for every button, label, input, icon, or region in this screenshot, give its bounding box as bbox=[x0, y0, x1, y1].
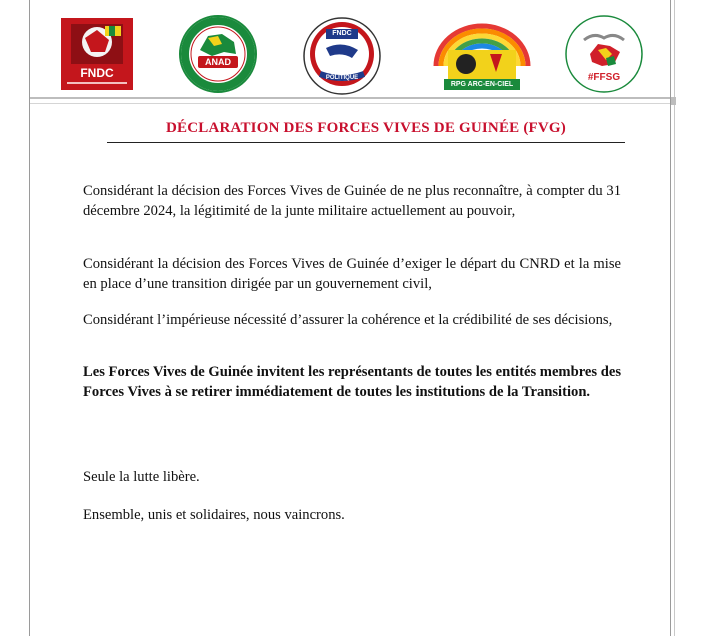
rpg-arc-en-ciel-logo bbox=[428, 16, 536, 92]
title-underline bbox=[107, 142, 625, 143]
fndc-politique-label: FNDC bbox=[332, 30, 352, 37]
ffsg-logo bbox=[562, 14, 646, 96]
document-title: DÉCLARATION DES FORCES VIVES DE GUINÉE (FVG) bbox=[166, 120, 566, 136]
closing-line-1: Seule la lutte libère. bbox=[83, 469, 200, 485]
document-page bbox=[29, 0, 671, 636]
paragraph-considerant-2: Considérant la décision des Forces Vives de Guinée d’exiger le départ du CNRD et la mise en place d’une transition dirigée par un gouvernement civil, bbox=[83, 256, 621, 292]
page-edge-rule bbox=[674, 0, 675, 636]
fndc-politique-logo bbox=[302, 16, 382, 96]
ffsg-logo-label: #FFSG bbox=[587, 72, 621, 83]
closing-line-2: Ensemble, unis et solidaires, nous vaincrons. bbox=[83, 507, 345, 523]
anad-logo-label: ANAD bbox=[205, 57, 231, 67]
anad-logo bbox=[178, 14, 258, 94]
paragraph-considerant-1: Considérant la décision des Forces Vives de Guinée de ne plus reconnaître, à compter du 31 décembre 2024, la légitimité de la junte militaire actuellement au pouvoir, bbox=[83, 183, 621, 219]
fndc-logo-label: FNDC bbox=[80, 66, 114, 80]
header-separator-thin bbox=[30, 103, 670, 104]
fndc-logo bbox=[61, 18, 133, 90]
fndc-politique-sub: POLITIQUE bbox=[325, 75, 359, 81]
fndc-logo-subline bbox=[67, 82, 127, 84]
header-separator bbox=[30, 97, 670, 99]
rpg-logo-label: RPG ARC-EN-CIEL bbox=[450, 81, 514, 88]
logo-banner bbox=[30, 0, 670, 96]
paragraph-invitation: Les Forces Vives de Guinée invitent les représentants de toutes les entités membres des Forces Vives à se retirer immédiatement de toutes les institutions de la Transition. bbox=[83, 364, 621, 400]
paragraph-considerant-3: Considérant l’impérieuse nécessité d’assurer la cohérence et la crédibilité de ses décisions, bbox=[83, 312, 613, 328]
